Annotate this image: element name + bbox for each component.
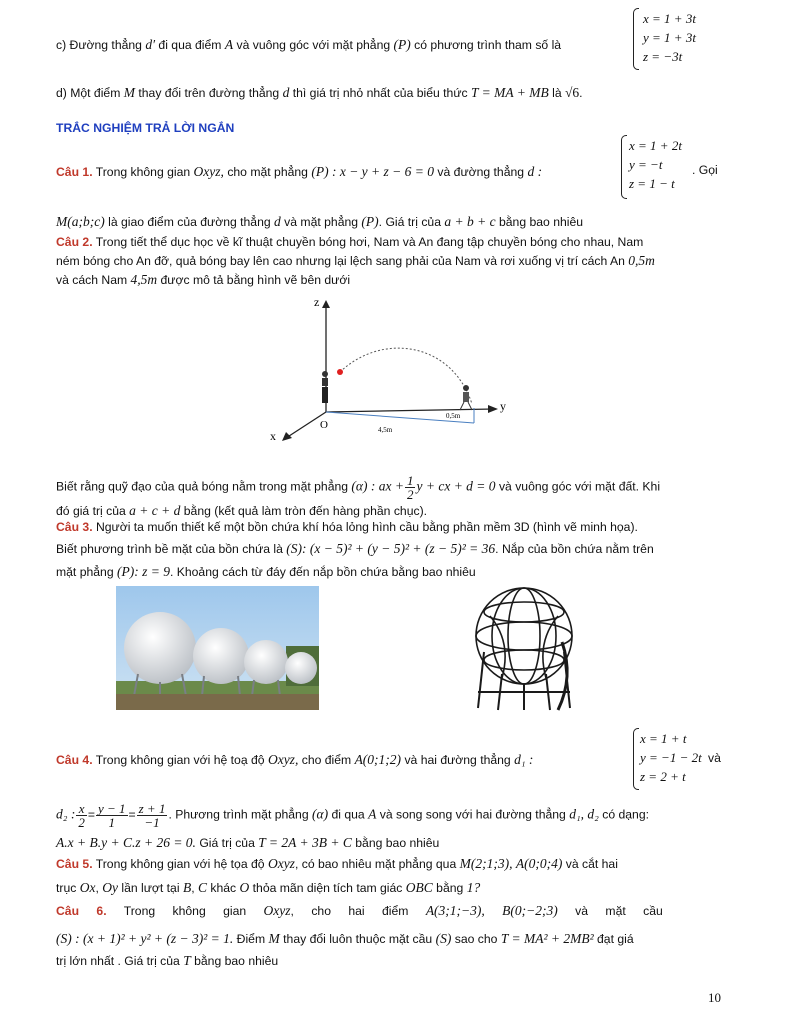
math-B: B(0;−2;3)	[502, 903, 558, 918]
math-sphere: (S): (x − 5)² + (y − 5)² + (z − 5)² = 36	[286, 541, 496, 556]
q2-line1	[56, 234, 726, 251]
math-45m: 4,5m	[130, 272, 158, 287]
q2-text: Trong tiết thể dục học về kĩ thuật chuyền bóng hơi, Nam và An đang tập chuyền bóng cho nhau, Nam	[95, 235, 644, 249]
q5-line2: trục Ox, Oy lần lượt tại B, C khác O thỏa mãn diện tích tam giác OBC bằng 1?	[56, 880, 481, 895]
q4-va: và	[708, 751, 721, 765]
q5-line2-text5: bằng	[436, 881, 464, 895]
item-d-la: là	[552, 86, 562, 100]
math-oxyz: Oxyz	[267, 856, 295, 871]
math-OBC: OBC	[405, 880, 433, 895]
tanks-illustration	[116, 586, 319, 710]
q5-line2-text2: lần lượt tại	[121, 881, 180, 895]
x-arrow	[282, 432, 292, 441]
q4-text2: cho điểm	[301, 753, 352, 767]
frac-3: $\frac{z + 1}{-1}$	[138, 801, 166, 830]
label-x: x	[270, 429, 276, 443]
spherical-tanks-photo	[116, 586, 319, 710]
q1-line2	[56, 213, 726, 231]
math-d: d	[282, 85, 290, 100]
system-c	[643, 9, 696, 66]
math-P: (P)	[393, 37, 411, 52]
q4-line3-text: Giá trị của	[199, 836, 255, 850]
math-05m: 0,5m	[628, 253, 655, 268]
math-A004: A(0;0;4)	[515, 856, 563, 871]
q3-line3	[56, 563, 726, 581]
brace	[621, 135, 627, 199]
eq-q4-3: z = 2 + t	[640, 769, 686, 784]
q2-after2	[56, 502, 726, 520]
math-plane: (P) : x − y + z − 6 = 0	[311, 164, 435, 179]
item-d-text: thay đổi trên đường thẳng	[138, 86, 280, 100]
q4-line2-text4: có dạng:	[602, 807, 649, 822]
brace	[633, 728, 639, 790]
eq-q1-1: x = 1 + 2t	[629, 138, 682, 153]
math-oy: Oy	[102, 880, 118, 895]
math-A: A	[368, 806, 377, 822]
q5-text3: và cắt hai	[565, 857, 618, 871]
q2-label: Câu 2.	[56, 235, 93, 249]
person-an-icon	[460, 385, 472, 410]
q3-text2b: . Nắp của bồn chứa nằm trên	[495, 542, 654, 556]
item-d-lead: d) Một điểm	[56, 86, 121, 100]
q6-text2: , cho hai điểm	[290, 904, 409, 918]
system-q1	[629, 136, 682, 193]
q4-line1	[56, 751, 726, 769]
q5-text1: Trong không gian với hệ tọa độ	[95, 857, 265, 871]
math-T: T	[183, 953, 191, 968]
brace	[633, 8, 639, 70]
math-O: O	[239, 880, 250, 895]
y-arrow	[488, 405, 498, 413]
q6-line2-text: Điểm	[236, 932, 266, 946]
label-z: z	[314, 295, 320, 309]
math-d1: d₁ :	[514, 752, 534, 767]
q6-line3-text2: bằng bao nhiêu	[194, 954, 279, 968]
eq-q4-1: x = 1 + t	[640, 731, 687, 746]
item-c	[56, 36, 726, 54]
q5-line2-text4: thỏa mãn diện tích tam giác	[252, 881, 403, 895]
q2-line2	[56, 252, 726, 270]
q1-line2-text: là giao điểm của đường thẳng	[108, 215, 271, 229]
z-arrow	[322, 300, 330, 308]
q3-text3b: . Khoảng cách từ đáy đến nắp bồn chứa bằng bao nhiêu	[169, 565, 476, 579]
q4-line2-text: . Phương trình mặt phẳng	[168, 807, 309, 822]
label-45m: 4,5m	[378, 426, 393, 434]
q4-line2-text2: đi qua	[331, 807, 365, 822]
eq-c-1: x = 1 + 3t	[643, 11, 696, 26]
q6-line3-text: trị lớn nhất . Giá trị của	[56, 954, 180, 968]
q1-line2-text2: và mặt phẳng	[284, 215, 359, 229]
math-one: 1?	[466, 880, 481, 895]
q5-label: Câu 5.	[56, 857, 93, 871]
q6-line2-text4: đạt giá	[597, 932, 634, 946]
label-o: O	[320, 419, 328, 431]
q1-line2-text4: bằng bao nhiêu	[498, 215, 584, 229]
math-plane-eq: A.x + B.y + C.z + 26 = 0.	[56, 835, 196, 850]
q6-line3	[56, 952, 726, 970]
math-d-prime: d′	[145, 37, 156, 52]
q4-text1: Trong không gian với hệ toạ độ	[95, 753, 265, 767]
math-P: (P)	[361, 214, 379, 229]
math-sqrt6: √6	[565, 85, 580, 100]
section-title: TRẮC NGHIỆM TRẢ LỜI NGẮN	[56, 121, 235, 135]
frac-2: $\frac{y - 1}{1}$	[97, 801, 126, 830]
math-A: A(3;1;−3),	[425, 903, 485, 918]
page-number: 10	[708, 990, 721, 1005]
math-M: M	[123, 85, 135, 100]
item-d-dot: .	[579, 86, 583, 100]
math-S: (S)	[435, 931, 452, 946]
q2-after2-text: đó giá trị của	[56, 504, 126, 518]
q5-comma: ,	[95, 881, 99, 895]
q6-line2-text3: sao cho	[454, 932, 498, 946]
q5-line2-text3: khác	[210, 881, 237, 895]
math-alpha: (α)	[312, 806, 329, 822]
math-C: C	[197, 880, 207, 895]
q1-text1: Trong không gian	[95, 165, 191, 179]
item-c-tail: có phương trình tham số là	[414, 38, 562, 52]
math-alpha: (α) : ax +	[351, 478, 404, 494]
frac-half: $\frac{1}{2}$	[406, 473, 414, 502]
ball	[337, 369, 343, 375]
q1-text2: cho mặt phẳng	[227, 165, 308, 179]
q4-label: Câu 4.	[56, 753, 93, 767]
q1-line2-text3: . Giá trị của	[378, 215, 441, 229]
math-abc: a + b + c	[444, 214, 496, 229]
q2-after-text-b: và vuông góc với mặt đất. Khi	[498, 479, 661, 494]
q4-text3: và hai đường thẳng	[404, 753, 511, 767]
q3-text: Người ta muốn thiết kế một bồn chứa khí hóa lỏng hình cầu bằng phần mềm 3D (hình vẽ minh họa).	[95, 520, 638, 534]
q3-text3: mặt phẳng	[56, 565, 114, 579]
math-A: A	[224, 37, 234, 52]
system-q4	[640, 729, 702, 786]
eq-q1-3: z = 1 − t	[629, 176, 675, 191]
q6-text3: và mặt cầu	[575, 904, 663, 918]
person-nam-icon	[322, 371, 328, 403]
q2-text3b: được mô tả bằng hình vẽ bên dưới	[160, 273, 351, 287]
math-ox: Ox	[79, 880, 96, 895]
math-plane-z9: (P): z = 9	[116, 564, 170, 579]
q5-line2-text: trục	[56, 881, 77, 895]
sphere-wireframe	[462, 582, 586, 714]
q5-text2: , có bao nhiêu mặt phẳng qua	[294, 857, 457, 871]
label-y: y	[500, 399, 506, 413]
q2-after-text: Biết rằng quỹ đạo của quả bóng nằm trong mặt phẳng	[56, 479, 349, 494]
ball-trajectory	[340, 348, 472, 404]
math-acd: a + c + d	[129, 503, 181, 518]
math-alpha-rest: y + cx + d = 0	[416, 478, 496, 494]
frac-1: $\frac{x}{2}$	[78, 801, 85, 830]
q2-after1	[56, 474, 726, 501]
q1-text3: và đường thẳng	[437, 165, 525, 179]
q2-after2-text-b: bằng (kết quả làm tròn đến hàng phần chục).	[183, 504, 428, 518]
math-expr: T = MA + MB	[470, 85, 549, 100]
eq-c-2: y = 1 + 3t	[643, 30, 696, 45]
q2-text2: ném bóng cho An đỡ, quả bóng bay lên cao nhưng lại lệch sang phải của Nam và rơi xuống vị trí cách An	[56, 254, 625, 268]
q2-line3	[56, 271, 726, 289]
math-T: T = 2A + 3B + C	[258, 835, 352, 850]
q3-line2	[56, 540, 726, 558]
q4-line3	[56, 834, 726, 852]
math-oxyz: Oxyz,	[267, 752, 299, 767]
eq-q1-2: y = −t	[629, 157, 663, 172]
item-c-text: đi qua điểm	[158, 38, 222, 52]
q6-line2-text2: thay đổi luôn thuộc mặt cầu	[283, 932, 433, 946]
q2-text3: và cách Nam	[56, 273, 128, 287]
q6-line2	[56, 930, 726, 948]
q3-text2: Biết phương trình bề mặt của bồn chứa là	[56, 542, 283, 556]
math-oxyz: Oxyz	[263, 903, 291, 918]
trajectory-figure	[262, 292, 512, 452]
q6-label: Câu 6.	[56, 904, 107, 918]
q4-line3-text2: bằng bao nhiêu	[355, 836, 440, 850]
math-M213: M(2;1;3),	[459, 856, 513, 871]
item-d	[56, 84, 726, 102]
math-d2: d₂ :	[56, 806, 76, 822]
math-A012: A(0;1;2)	[354, 752, 402, 767]
math-sphere-S: (S) : (x + 1)² + y² + (z − 3)² = 1.	[56, 931, 234, 946]
q6-text1: Trong không gian	[123, 904, 247, 918]
item-d-text2: thì giá trị nhỏ nhất của biểu thức	[292, 86, 468, 100]
item-c-lead: c) Đường thẳng	[56, 38, 142, 52]
q3-line1	[56, 519, 726, 536]
math-T: T = MA² + 2MB²	[500, 931, 594, 946]
math-d: d :	[527, 164, 543, 179]
item-c-text2: và vuông góc với mặt phẳng	[236, 38, 391, 52]
label-05m: 0,5m	[446, 412, 461, 420]
math-d: d	[274, 214, 281, 229]
math-oxyz: Oxyz,	[193, 164, 224, 179]
eq-c-3: z = −3t	[643, 49, 683, 64]
y-axis	[326, 409, 494, 412]
q6-line1	[56, 902, 726, 920]
q4-line2-text3: và song song với hai đường thẳng	[379, 807, 566, 822]
q1-label: Câu 1.	[56, 165, 93, 179]
q5-line1	[56, 855, 726, 873]
math-B: B	[182, 880, 192, 895]
math-M: M	[268, 931, 280, 946]
math-d12: d₁, d₂	[569, 806, 599, 822]
q1-goi: . Gọi	[692, 163, 718, 177]
q3-label: Câu 3.	[56, 520, 93, 534]
q4-line2: d₂ : $\frac{x}{2}$ = $\frac{y - 1}{1}$ = $\frac{z + 1}{-1}$ . Phương trình mặt phẳng (α) đi qua A và song song với hai đường thẳng d₁, d₂ có dạng:	[56, 801, 649, 830]
eq-q4-2: y = −1 − 2t	[640, 750, 702, 765]
math-M-abc: M(a;b;c)	[56, 214, 105, 229]
